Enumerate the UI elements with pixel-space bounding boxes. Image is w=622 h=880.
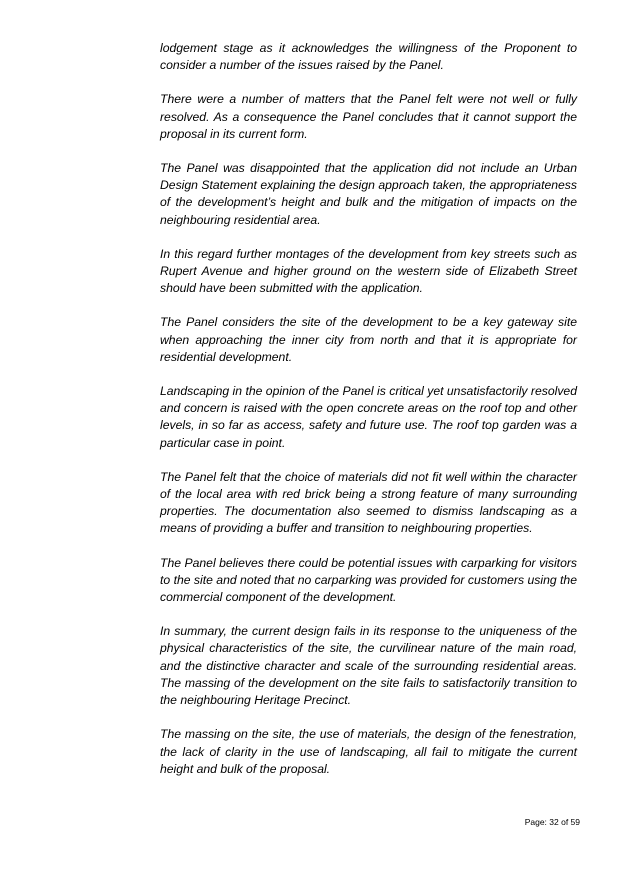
paragraph-summary: In summary, the current design fails in its response to the uniqueness of the physical characteristics of the site, the curvilinear nature of the main road, and the distinctive character and scale of the surrounding residential areas. The massing of the development on the site fails to satisfactorily transition to the neighbouring Heritage Precinct. (160, 624, 577, 708)
paragraph-carparking: The Panel believes there could be potential issues with carparking for visitors to the site and noted that no carparking was provided for customers using the commercial component of the development. (160, 555, 577, 605)
paragraph-materials: The Panel felt that the choice of materials did not fit well within the character of the local area with red brick being a strong feature of many surrounding properties. The documentation also seemed to dismiss landscaping as a means of providing a buffer and transition to neighbouring properties. (160, 469, 577, 536)
paragraph-landscaping: Landscaping in the opinion of the Panel is critical yet unsatisfactorily resolved and concern is raised with the open concrete areas on the roof top and other levels, in so far as access, safety and future use. The roof top garden was a particular case in point. (160, 384, 577, 450)
paragraph-massing: The massing on the site, the use of materials, the design of the fenestration, the lack of clarity in the use of landscaping, all fail to mitigate the current height and bulk of the proposal. (160, 727, 577, 776)
document-body (160, 40, 577, 795)
paragraph-gateway-site: The Panel considers the site of the development to be a key gateway site when approaching the inner city from north and that it is appropriate for residential development. (160, 315, 577, 364)
paragraph-montages: In this regard further montages of the development from key streets such as Rupert Avenue and higher ground on the western side of Elizabeth Street should have been submitted with the application. (160, 246, 577, 296)
page-number: Page: 32 of 59 (524, 817, 580, 827)
paragraph-unresolved-matters: There were a number of matters that the Panel felt were not well or fully resolved. As a consequence the Panel concludes that it cannot support the proposal in its current form. (160, 92, 577, 141)
paragraph-urban-design-statement: The Panel was disappointed that the application did not include an Urban Design Statement explaining the design approach taken, the appropriateness of the development’s height and bulk and the mitigation of impacts on the neighbouring residential area. (160, 161, 577, 227)
paragraph-lodgement-stage: lodgement stage as it acknowledges the willingness of the Proponent to consider a number of the issues raised by the Panel. (160, 41, 577, 73)
